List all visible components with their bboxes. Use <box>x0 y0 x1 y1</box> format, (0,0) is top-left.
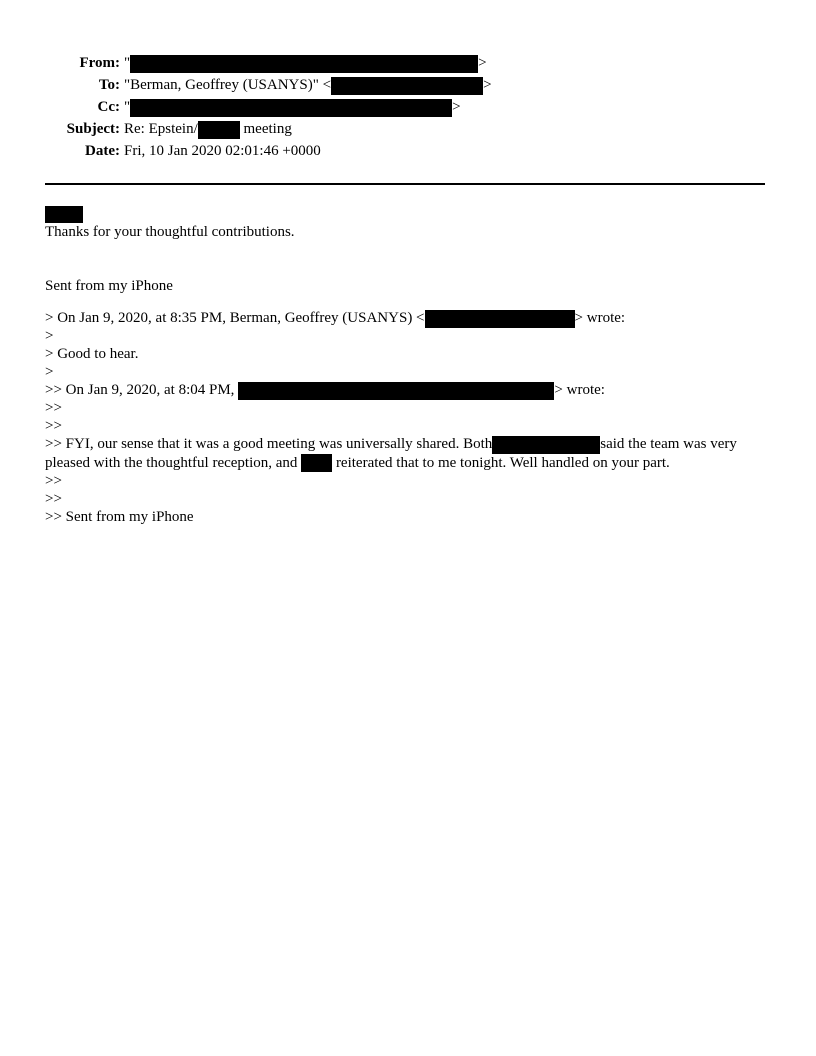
quote-header-prefix: > On Jan 9, 2020, at 8:35 PM, Berman, Geoffrey (USANYS) < <box>45 310 425 326</box>
blank-line <box>45 259 765 277</box>
fyi-text-part3: reiterated that to me tonight. Well handled on your part. <box>332 454 670 471</box>
quote-header-line <box>45 309 765 327</box>
redaction-box <box>492 436 600 454</box>
subject-value <box>124 120 292 139</box>
to-value <box>124 76 492 95</box>
nested-quote-header-suffix: > wrote: <box>554 382 605 398</box>
fyi-paragraph <box>45 435 751 472</box>
header-divider <box>45 183 765 185</box>
redaction-box <box>45 206 83 223</box>
fyi-text-part1: >> FYI, our sense that it was a good meeting was universally shared. Both <box>45 436 493 452</box>
from-open-quote: " <box>124 55 131 71</box>
date-row <box>0 142 816 164</box>
quoted-signature-line: >> Sent from my iPhone <box>45 509 194 526</box>
quote-line: > <box>45 328 54 344</box>
blank-line <box>45 295 765 309</box>
to-label: To: <box>98 77 120 93</box>
email-body <box>45 205 765 526</box>
blank-line <box>45 241 765 259</box>
to-row <box>0 76 816 98</box>
from-label: From: <box>79 55 120 71</box>
redaction-box <box>301 454 332 472</box>
date-label: Date: <box>85 143 120 159</box>
cc-row <box>0 98 816 120</box>
subject-suffix: meeting <box>239 121 292 137</box>
quote-line: >> <box>45 400 62 416</box>
redaction-box <box>130 99 452 117</box>
signature-line: Sent from my iPhone <box>45 278 173 294</box>
subject-label: Subject: <box>66 121 120 137</box>
redaction-box <box>130 55 478 73</box>
subject-prefix: Re: Epstein/ <box>124 121 198 137</box>
nested-quote-header-line <box>45 381 765 399</box>
subject-row <box>0 120 816 142</box>
greeting-line <box>45 205 765 223</box>
from-close: > <box>478 55 487 71</box>
redaction-box <box>331 77 483 95</box>
cc-value <box>124 98 461 117</box>
nested-quote-header-prefix: >> On Jan 9, 2020, at 8:04 PM, <box>45 382 235 398</box>
quote-header-suffix: > wrote: <box>574 310 626 326</box>
redaction-box <box>198 121 240 139</box>
cc-close: > <box>452 99 461 115</box>
to-close: > <box>483 77 492 93</box>
to-name: "Berman, Geoffrey (USANYS)" < <box>124 77 332 93</box>
redaction-box <box>425 310 575 328</box>
quote-line: > <box>45 364 54 380</box>
thanks-line: Thanks for your thoughtful contributions. <box>45 224 295 240</box>
from-row <box>0 54 816 76</box>
quote-line: >> <box>45 418 62 434</box>
fyi-text-part2: said the team was very pleased with the thoughtful reception, and <box>45 436 737 471</box>
cc-label: Cc: <box>97 99 120 115</box>
quote-line: >> <box>45 491 62 508</box>
email-header <box>0 54 816 164</box>
cc-open-quote: " <box>124 99 131 115</box>
date-value: Fri, 10 Jan 2020 02:01:46 +0000 <box>124 143 321 159</box>
quote-line: > Good to hear. <box>45 346 139 362</box>
redaction-box <box>238 382 554 400</box>
quote-line: >> <box>45 473 62 490</box>
from-value <box>124 54 487 73</box>
